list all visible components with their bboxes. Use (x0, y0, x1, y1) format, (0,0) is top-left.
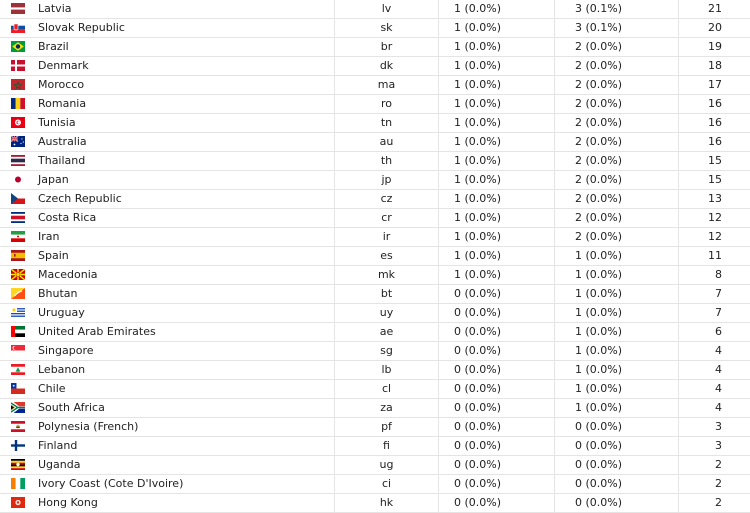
count-1-cell: 1 (0.0%) (438, 247, 554, 265)
count-2-cell: 2 (0.0%) (554, 57, 678, 75)
count-2-cell: 2 (0.0%) (554, 76, 678, 94)
country-code: br (334, 38, 438, 56)
country-code: lv (334, 0, 438, 18)
total-cell: 12 (678, 209, 750, 227)
count-2-cell: 2 (0.0%) (554, 133, 678, 151)
count-2-cell: 3 (0.1%) (554, 19, 678, 37)
country-code: ae (334, 323, 438, 341)
table-row (0, 209, 750, 228)
table-row (0, 228, 750, 247)
table-row (0, 247, 750, 266)
count-1-cell: 0 (0.0%) (438, 418, 554, 436)
table-row (0, 133, 750, 152)
spain-flag-icon (11, 250, 25, 261)
count-2-cell: 2 (0.0%) (554, 38, 678, 56)
total-cell: 15 (678, 152, 750, 170)
total-cell: 19 (678, 38, 750, 56)
country-code: au (334, 133, 438, 151)
table-row (0, 171, 750, 190)
count-2-cell: 0 (0.0%) (554, 494, 678, 512)
country-name: Macedonia (38, 268, 98, 281)
table-row (0, 190, 750, 209)
count-2-cell: 1 (0.0%) (554, 380, 678, 398)
count-1-cell: 1 (0.0%) (438, 0, 554, 18)
flag-cell (0, 76, 32, 94)
count-1-cell: 0 (0.0%) (438, 361, 554, 379)
lebanon-flag-icon (11, 364, 25, 375)
country-name: Slovak Republic (38, 21, 125, 34)
flag-cell (0, 247, 32, 265)
table-row (0, 285, 750, 304)
table-row (0, 304, 750, 323)
uruguay-flag-icon (11, 307, 25, 318)
total-cell: 7 (678, 285, 750, 303)
flag-cell (0, 285, 32, 303)
table-row (0, 38, 750, 57)
count-1-cell: 0 (0.0%) (438, 475, 554, 493)
total-cell: 4 (678, 361, 750, 379)
country-code: ro (334, 95, 438, 113)
count-1-cell: 1 (0.0%) (438, 95, 554, 113)
country-name: Brazil (38, 40, 69, 53)
count-2-cell: 2 (0.0%) (554, 152, 678, 170)
flag-cell (0, 399, 32, 417)
count-2-cell: 1 (0.0%) (554, 285, 678, 303)
total-cell: 2 (678, 494, 750, 512)
flag-cell (0, 228, 32, 246)
table-row (0, 342, 750, 361)
denmark-flag-icon (11, 60, 25, 71)
country-code: cr (334, 209, 438, 227)
total-cell: 18 (678, 57, 750, 75)
table-row (0, 0, 750, 19)
country-name: Uganda (38, 458, 81, 471)
country-name: Iran (38, 230, 60, 243)
country-name: Singapore (38, 344, 94, 357)
country-name: Lebanon (38, 363, 86, 376)
flag-cell (0, 361, 32, 379)
country-code: dk (334, 57, 438, 75)
country-name: Uruguay (38, 306, 85, 319)
count-1-cell: 1 (0.0%) (438, 76, 554, 94)
flag-cell (0, 304, 32, 322)
count-2-cell: 2 (0.0%) (554, 190, 678, 208)
count-1-cell: 1 (0.0%) (438, 19, 554, 37)
country-name: Spain (38, 249, 69, 262)
country-name: Tunisia (38, 116, 76, 129)
flag-cell (0, 114, 32, 132)
count-2-cell: 0 (0.0%) (554, 475, 678, 493)
country-name: South Africa (38, 401, 105, 414)
total-cell: 4 (678, 380, 750, 398)
total-cell: 2 (678, 456, 750, 474)
french-polynesia-flag-icon (11, 421, 25, 432)
costa-rica-flag-icon (11, 212, 25, 223)
count-1-cell: 0 (0.0%) (438, 399, 554, 417)
count-2-cell: 1 (0.0%) (554, 304, 678, 322)
count-1-cell: 1 (0.0%) (438, 266, 554, 284)
count-1-cell: 1 (0.0%) (438, 190, 554, 208)
finland-flag-icon (11, 440, 25, 451)
table-row (0, 266, 750, 285)
table-row (0, 19, 750, 38)
count-2-cell: 0 (0.0%) (554, 418, 678, 436)
total-cell: 21 (678, 0, 750, 18)
country-code: cz (334, 190, 438, 208)
table-row (0, 76, 750, 95)
flag-cell (0, 133, 32, 151)
flag-cell (0, 266, 32, 284)
uae-flag-icon (11, 326, 25, 337)
table-row (0, 152, 750, 171)
count-2-cell: 0 (0.0%) (554, 437, 678, 455)
total-cell: 8 (678, 266, 750, 284)
count-2-cell: 1 (0.0%) (554, 247, 678, 265)
country-name: Morocco (38, 78, 85, 91)
count-2-cell: 3 (0.1%) (554, 0, 678, 18)
brazil-flag-icon (11, 41, 25, 52)
total-cell: 3 (678, 418, 750, 436)
tunisia-flag-icon (11, 117, 25, 128)
country-name: Latvia (38, 2, 72, 15)
total-cell: 17 (678, 76, 750, 94)
country-code: mk (334, 266, 438, 284)
total-cell: 12 (678, 228, 750, 246)
country-name: Costa Rica (38, 211, 97, 224)
count-2-cell: 2 (0.0%) (554, 171, 678, 189)
iran-flag-icon (11, 231, 25, 242)
total-cell: 2 (678, 475, 750, 493)
country-code: hk (334, 494, 438, 512)
table-row (0, 57, 750, 76)
country-code: sk (334, 19, 438, 37)
flag-cell (0, 456, 32, 474)
morocco-flag-icon (11, 79, 25, 90)
country-code: uy (334, 304, 438, 322)
count-2-cell: 2 (0.0%) (554, 209, 678, 227)
count-1-cell: 1 (0.0%) (438, 133, 554, 151)
total-cell: 16 (678, 114, 750, 132)
country-code: th (334, 152, 438, 170)
country-code: es (334, 247, 438, 265)
flag-cell (0, 19, 32, 37)
count-2-cell: 2 (0.0%) (554, 95, 678, 113)
flag-cell (0, 323, 32, 341)
country-code: fi (334, 437, 438, 455)
flag-cell (0, 0, 32, 18)
count-1-cell: 1 (0.0%) (438, 209, 554, 227)
count-2-cell: 0 (0.0%) (554, 456, 678, 474)
country-name: Chile (38, 382, 66, 395)
flag-cell (0, 38, 32, 56)
count-2-cell: 2 (0.0%) (554, 228, 678, 246)
count-1-cell: 0 (0.0%) (438, 285, 554, 303)
count-1-cell: 0 (0.0%) (438, 494, 554, 512)
table-row (0, 323, 750, 342)
country-code: cl (334, 380, 438, 398)
table-row (0, 437, 750, 456)
count-2-cell: 1 (0.0%) (554, 266, 678, 284)
country-code: jp (334, 171, 438, 189)
total-cell: 7 (678, 304, 750, 322)
total-cell: 11 (678, 247, 750, 265)
country-code: pf (334, 418, 438, 436)
count-1-cell: 1 (0.0%) (438, 114, 554, 132)
table-row (0, 95, 750, 114)
table-row (0, 399, 750, 418)
table-row (0, 114, 750, 133)
count-1-cell: 1 (0.0%) (438, 228, 554, 246)
count-1-cell: 1 (0.0%) (438, 171, 554, 189)
flag-cell (0, 475, 32, 493)
flag-cell (0, 437, 32, 455)
country-name: Polynesia (French) (38, 420, 139, 433)
count-1-cell: 0 (0.0%) (438, 380, 554, 398)
south-africa-flag-icon (11, 402, 25, 413)
country-name: Ivory Coast (Cote D'Ivoire) (38, 477, 184, 490)
thailand-flag-icon (11, 155, 25, 166)
flag-cell (0, 380, 32, 398)
country-code: tn (334, 114, 438, 132)
hong-kong-flag-icon (11, 497, 25, 508)
country-name: Romania (38, 97, 87, 110)
flag-cell (0, 95, 32, 113)
latvia-flag-icon (11, 3, 25, 14)
uganda-flag-icon (11, 459, 25, 470)
ivory-coast-flag-icon (11, 478, 25, 489)
country-name: Thailand (38, 154, 86, 167)
total-cell: 15 (678, 171, 750, 189)
count-1-cell: 0 (0.0%) (438, 323, 554, 341)
flag-cell (0, 57, 32, 75)
country-code: ug (334, 456, 438, 474)
country-name: Finland (38, 439, 78, 452)
table-row (0, 494, 750, 513)
table-row (0, 361, 750, 380)
count-2-cell: 2 (0.0%) (554, 114, 678, 132)
country-name: Denmark (38, 59, 89, 72)
count-1-cell: 0 (0.0%) (438, 456, 554, 474)
count-2-cell: 1 (0.0%) (554, 361, 678, 379)
japan-flag-icon (11, 174, 25, 185)
count-2-cell: 1 (0.0%) (554, 323, 678, 341)
count-1-cell: 1 (0.0%) (438, 57, 554, 75)
czech-flag-icon (11, 193, 25, 204)
country-name: Japan (38, 173, 69, 186)
count-2-cell: 1 (0.0%) (554, 399, 678, 417)
count-1-cell: 0 (0.0%) (438, 304, 554, 322)
macedonia-flag-icon (11, 269, 25, 280)
australia-flag-icon (11, 136, 25, 147)
total-cell: 16 (678, 133, 750, 151)
flag-cell (0, 190, 32, 208)
country-code: bt (334, 285, 438, 303)
table-row (0, 475, 750, 494)
total-cell: 6 (678, 323, 750, 341)
flag-cell (0, 152, 32, 170)
chile-flag-icon (11, 383, 25, 394)
count-2-cell: 1 (0.0%) (554, 342, 678, 360)
romania-flag-icon (11, 98, 25, 109)
country-name: Hong Kong (38, 496, 98, 509)
table-row (0, 456, 750, 475)
flag-cell (0, 209, 32, 227)
bhutan-flag-icon (11, 288, 25, 299)
count-1-cell: 1 (0.0%) (438, 152, 554, 170)
total-cell: 16 (678, 95, 750, 113)
total-cell: 3 (678, 437, 750, 455)
country-name: Czech Republic (38, 192, 122, 205)
table-row (0, 418, 750, 437)
slovakia-flag-icon (11, 22, 25, 33)
total-cell: 20 (678, 19, 750, 37)
country-code: ir (334, 228, 438, 246)
table-row (0, 380, 750, 399)
count-1-cell: 1 (0.0%) (438, 38, 554, 56)
country-code: za (334, 399, 438, 417)
country-code: lb (334, 361, 438, 379)
total-cell: 13 (678, 190, 750, 208)
flag-cell (0, 171, 32, 189)
count-1-cell: 0 (0.0%) (438, 342, 554, 360)
flag-cell (0, 342, 32, 360)
country-name: Bhutan (38, 287, 78, 300)
country-name: United Arab Emirates (38, 325, 156, 338)
flag-cell (0, 494, 32, 512)
total-cell: 4 (678, 399, 750, 417)
total-cell: 4 (678, 342, 750, 360)
country-code: ci (334, 475, 438, 493)
flag-cell (0, 418, 32, 436)
singapore-flag-icon (11, 345, 25, 356)
country-code: sg (334, 342, 438, 360)
country-code: ma (334, 76, 438, 94)
count-1-cell: 0 (0.0%) (438, 437, 554, 455)
country-name: Australia (38, 135, 87, 148)
